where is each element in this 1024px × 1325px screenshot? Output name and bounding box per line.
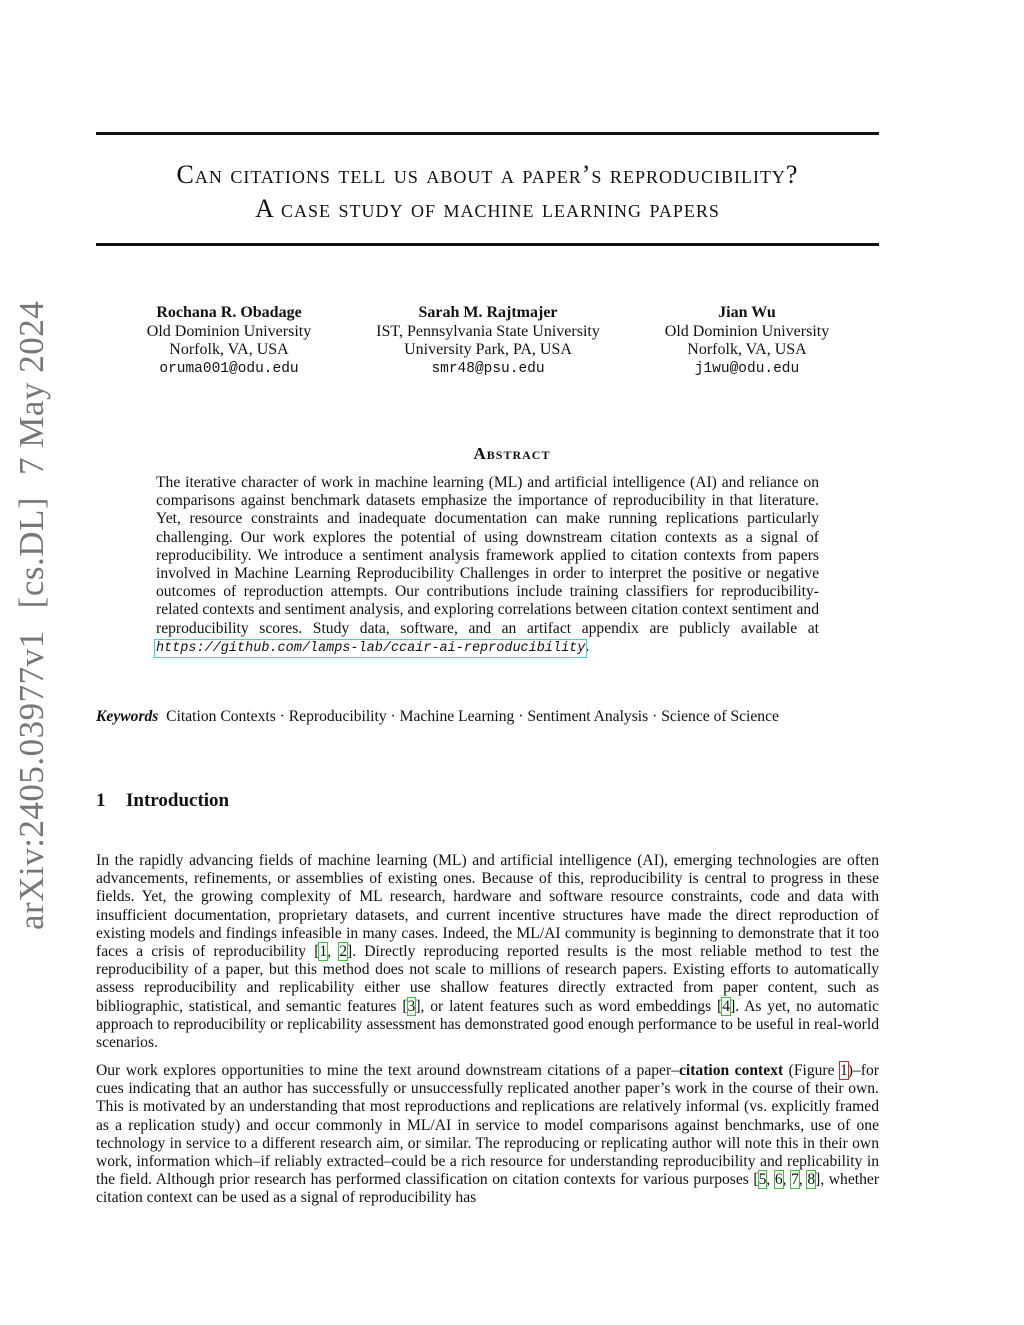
- paragraph-text: In the rapidly advancing fields of machine learning (ML) and artificial intelligence (AI), emerging technologies are often advancements, refinements, or assemblies of existing ones. Because of this, reproducibility is central to progress in these fields. Yet, the growing complexity of ML research, hardware and software resource constraints, code and data with insufficient documentation, proprietary datasets, and current incentive structures have made the direct reproduction of existing models and findings infeasible in many cases. Indeed, the ML/AI community is beginning to demonstrate that it too faces a crisis of reproducibility [: [96, 852, 879, 961]
- keywords-label: Keywords: [96, 708, 159, 725]
- citation-link[interactable]: 2: [339, 943, 348, 961]
- paragraph-text: )–for cues indicating that an author has successfully or unsuccessfully replicated another paper’s work in the course of their own. This is motivated by an understanding that most reproductions and replications are relatively informal (vs. explicitly framed as a replication study) and occur commonly in ML/AI in service to model comparisons against benchmarks, use of one technology in service to a different research aim, or similar. The reproducing or replicating author will note this in their own work, information which–if reliably extracted–could be a rich resource for understanding reproducibility and replicability in the field. Although prior research has performed classification on citation contexts for various purposes [: [96, 1062, 879, 1189]
- title-line-2: A case study of machine learning papers: [255, 194, 720, 223]
- citation-link[interactable]: 3: [407, 997, 416, 1015]
- figure-ref-link[interactable]: 1: [840, 1062, 848, 1079]
- title-line-1: Can citations tell us about a paper’s reproducibility?: [176, 160, 799, 189]
- bold-term: citation context: [678, 1062, 784, 1079]
- arxiv-sidebar-stamp: [12, 30, 56, 930]
- paragraph-text: (Figure: [783, 1062, 840, 1079]
- citation-separator: ,: [766, 1171, 775, 1189]
- arxiv-date: 7 May 2024: [12, 300, 51, 475]
- paper-title: [96, 158, 879, 226]
- paragraph-text: ], whether citation context can be used as a signal of reproducibility has: [96, 1171, 880, 1207]
- section-number: 1: [96, 790, 106, 811]
- author-name: Rochana R. Obadage: [156, 304, 302, 321]
- arxiv-id: arXiv:2405.03977v1: [12, 630, 51, 930]
- title-bottom-rule: [96, 243, 879, 246]
- author-affiliation: Old Dominion University: [146, 322, 312, 340]
- author-location: University Park, PA, USA: [404, 341, 572, 358]
- citation-link[interactable]: 8: [807, 1171, 816, 1189]
- keywords-text: Citation Contexts · Reproducibility · Machine Learning · Sentiment Analysis · Science of Science: [166, 708, 779, 725]
- citation-separator: ,: [327, 943, 340, 961]
- abstract-end: .: [585, 637, 590, 655]
- citation-link[interactable]: 4: [722, 997, 731, 1015]
- author-affiliation: IST, Pennsylvania State University: [376, 322, 600, 340]
- intro-paragraph-1: [96, 852, 879, 1052]
- paragraph-text: ], or latent features such as word embeddings [: [415, 997, 723, 1015]
- paragraph-text: ]. As yet, no automatic approach to reproducibility or replicability assessment has demonstrated good enough performance to be useful in real-world scenarios.: [96, 997, 880, 1052]
- author-email[interactable]: oruma001@odu.edu: [159, 360, 299, 377]
- citation-link[interactable]: 5: [758, 1171, 767, 1189]
- abstract-text: The iterative character of work in machine learning (ML) and artificial intelligence (AI) and reliance on comparisons against benchmark datasets emphasize the importance of reproducibility in that literature. Yet, resource constraints and inadequate documentation can make running replications particularly challenging. Our work explores the potential of using downstream citation contexts as a signal of reproducibility. We introduce a sentiment analysis framework applied to citation contexts from papers involved in Machine Learning Reproducibility Challenges in order to interpret the positive or negative outcomes of reproduction attempts. Our contributions include training classifiers for reproducibility-related contexts and sentiment analysis, and exploring correlations between citation context sentiment and reproducibility scores. Study data, software, and an artifact appendix are publicly available at: [156, 474, 819, 637]
- keywords-line: [96, 708, 879, 726]
- author-name: Jian Wu: [718, 304, 776, 321]
- author-location: Norfolk, VA, USA: [169, 341, 289, 358]
- abstract-body: [156, 474, 819, 658]
- author-location: Norfolk, VA, USA: [687, 341, 807, 358]
- citation-link[interactable]: 7: [791, 1171, 799, 1189]
- citation-separator: ,: [782, 1171, 792, 1189]
- section-title: Introduction: [126, 790, 230, 811]
- section-heading: [96, 790, 229, 812]
- paragraph-text: ]. Directly reproducing reported results is the most reliable method to test the reproducibility of a paper, but this method does not scale to millions of research papers. Existing efforts to automatically assess reproducibility and replicability either use shallow features directly extracted from paper content, such as bibliographic, statistical, and semantic features [: [96, 943, 880, 1015]
- author-email[interactable]: j1wu@odu.edu: [694, 360, 800, 377]
- arxiv-category: [cs.DL]: [12, 496, 51, 609]
- citation-separator: ,: [798, 1171, 808, 1189]
- citation-link[interactable]: 1: [319, 943, 328, 961]
- author-affiliation: Old Dominion University: [664, 322, 830, 340]
- author-block: [656, 304, 838, 378]
- author-email[interactable]: smr48@psu.edu: [431, 360, 545, 377]
- intro-paragraph-2: [96, 1062, 879, 1208]
- title-top-rule: [96, 132, 879, 135]
- author-block: [138, 304, 320, 378]
- paragraph-text: Our work explores opportunities to mine the text around downstream citations of a paper–: [96, 1062, 679, 1079]
- abstract-heading: Abstract: [473, 444, 551, 463]
- github-link[interactable]: https://github.com/lamps-lab/ccair-ai-reproducibility: [156, 640, 586, 656]
- author-block: [360, 304, 616, 378]
- citation-link[interactable]: 6: [774, 1171, 783, 1189]
- author-name: Sarah M. Rajtmajer: [418, 304, 558, 321]
